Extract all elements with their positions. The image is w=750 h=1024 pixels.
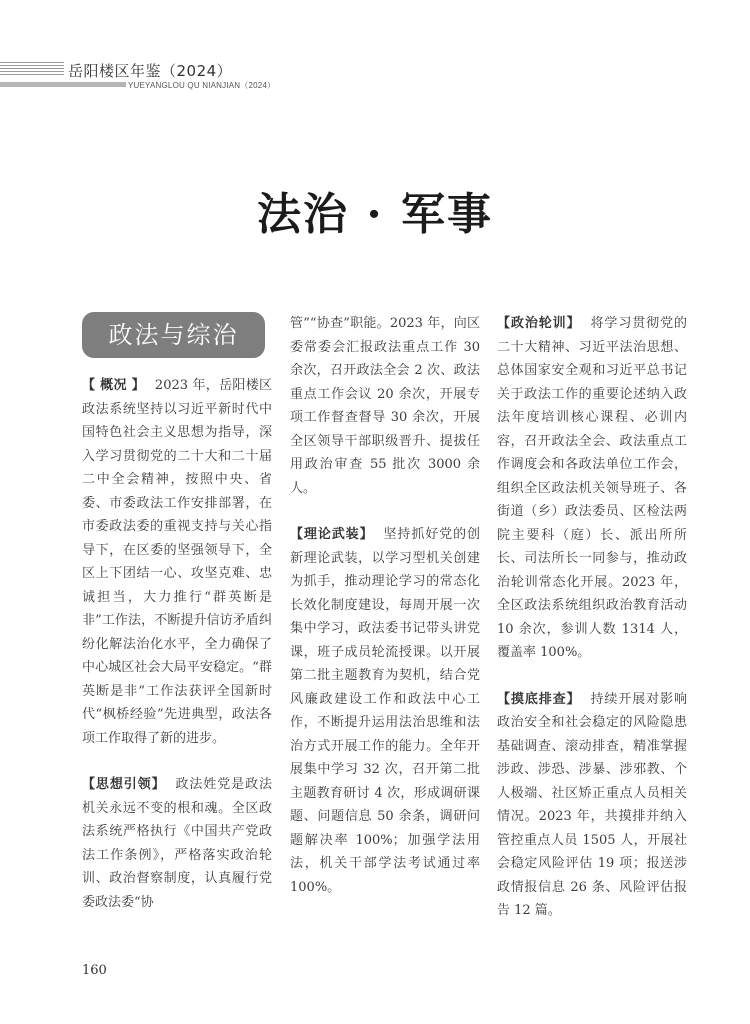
paragraph-tag: 【理论武装】 [290, 527, 374, 542]
paragraph-text: 2023 年，岳阳楼区政法系统坚持以习近平新时代中国特色社会主义思想为指导，深入学习贯彻党的二十大和二十届二中全会精神，按照中央、省委、市委政法工作安排部署，在市委政法委的重视支持与关心指导下，在区委的坚强领导下，全区上下团结一心、攻坚克难、忠诚担当，大力推行“群英断是非”工作法，不断提升信访矛盾纠纷化解法治化水平，全力确保了中心城区社会大局平安稳定。“群英断是非”工作法获评全国新时代“枫桥经验”先进典型，政法各项工作取得了新的进步。 [82, 378, 272, 746]
paragraph-tag: 【摸底排查】 [497, 691, 581, 707]
text-column-3 [497, 312, 687, 923]
paragraph-text: 持续开展对影响政治安全和社会稳定的风险隐患基础调查、滚动排查，精准掌握涉政、涉恐、涉暴、涉邪教、个人极端、社区矫正重点人员相关情况。2023 年，共摸排并纳入管控重点人员 1505 人，开展社会稳定风险评估 19 项；报送涉政情报信息 26 条、风险评估报告 12 篇。 [497, 691, 687, 918]
section-heading-badge: 政法与综治 [82, 312, 265, 358]
paragraph-ideological-guidance [82, 773, 272, 914]
running-header-subtitle: YUEYANGLOU QU NIANJIAN（2024） [128, 81, 276, 90]
paragraph-overview [82, 374, 272, 750]
paragraph-theoretical-armament [290, 523, 480, 899]
header-decorative-lines [0, 62, 64, 76]
text-column-2 [290, 312, 480, 899]
paragraph-text: 坚持抓好党的创新理论武装，以学习型机关创建为抓手，推动理论学习的常态化长效化制度建设，每周开展一次集中学习，政法委书记带头讲党课，班子成员轮流授课。以开展第二批主题教育为契机，结合党风廉政建设工作和政法中心工作，不断提升运用法治思维和法治方式开展工作的能力。全年开展集中学习 32 次，召开第二批主题教育研讨 4 次，形成调研课题、问题信息 50 余条，调研问题解决率 100%；加强学法用法，机关干部学法考试通过率 100%。 [290, 527, 480, 895]
paragraph-political-training [497, 312, 687, 665]
chapter-title: 法治 · 军事 [257, 189, 493, 240]
paragraph-tag: 【政治轮训】 [497, 316, 581, 331]
paragraph-text: 政法姓党是政法机关永远不变的根和魂。全区政法系统严格执行《中国共产党政法工作条例》，严格落实政治轮训、政治督察制度，认真履行党委政法委“协 [82, 777, 272, 910]
paragraph-ideological-guidance-continued [290, 312, 480, 500]
running-header-title: 岳阳楼区年鉴（2024） [68, 62, 233, 80]
paragraph-text: 管”“协查”职能。2023 年，向区委常委会汇报政法重点工作 30 余次，召开政法全会 2 次、政法重点工作会议 20 余次，开展专项工作督查督导 30 余次，开展全区领导干部职级晋升、提拔任用政治审查 55 批次 3000 余人。 [290, 316, 480, 496]
paragraph-text: 将学习贯彻党的二十大精神、习近平法治思想、总体国家安全观和习近平总书记关于政法工作的重要论述纳入政法年度培训核心课程、必训内容，召开政法全会、政法重点工作调度会和各政法单位工作会，组织全区政法机关领导班子、各街道（乡）政法委员、区检法两院主要科（庭）长、派出所所长、司法所长一同参与，推动政治轮训常态化开展。2023 年，全区政法系统组织政治教育活动 10 余次，参训人数 1314 人，覆盖率 100%。 [497, 316, 687, 660]
text-column-1 [82, 312, 272, 914]
paragraph-tag: 【 概况 】 [82, 378, 145, 393]
header-decorative-bar [0, 82, 126, 87]
page-number: 160 [82, 963, 107, 978]
paragraph-tag: 【思想引领】 [82, 777, 166, 792]
paragraph-risk-screening [497, 688, 687, 923]
